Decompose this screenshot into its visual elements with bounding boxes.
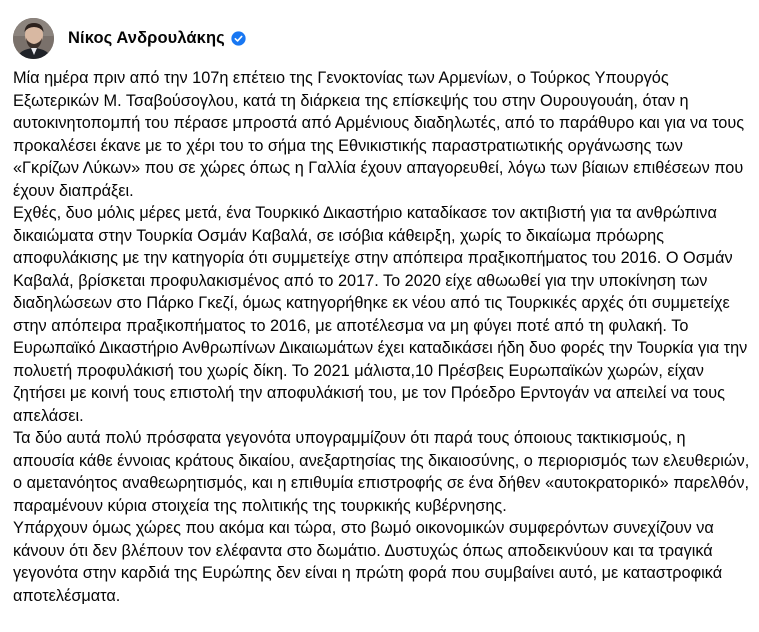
verified-badge-icon (231, 31, 246, 46)
post-paragraph: Υπάρχουν όμως χώρες που ακόμα και τώρα, στο βωμό οικονομικών συμφερόντων συνεχίζουν να κάνουν ότι δεν βλέπουν τον ελέφαντα στο δωμάτιο. Δυστυχώς όπως αποδεικνύουν και τα τραγικά γεγονότα στην καρδιά της Ευρώπης δεν είναι η πρώτη φορά που συμβαίνει αυτό, με καταστροφικά αποτελέσματα. (13, 519, 723, 605)
author-avatar[interactable] (13, 18, 54, 59)
avatar-portrait-icon (13, 18, 54, 59)
post-body (13, 67, 751, 607)
post-paragraph: Τα δύο αυτά πολύ πρόσφατα γεγονότα υπογραμμίζουν ότι παρά τους όποιους τακτικισμούς, η απουσία κάθε έννοιας κράτους δικαίου, ανεξαρτησίας της δικαιοσύνης, ο περιορισμός των ελευθεριών, ο αμετανόητος αναθεωρητισμός, και η επιθυμία επιστροφής σε ένα δήθεν «αυτοκρατορικό» παρελθόν, παραμένουν κύρια στοιχεία της πολιτικής της τουρκικής κυβέρνησης. (13, 429, 750, 515)
post-paragraph: Μία ημέρα πριν από την 107η επέτειο της Γενοκτονίας των Αρμενίων, ο Τούρκος Υπουργός Εξωτερικών Μ. Τσαβούσογλου, κατά τη διάρκεια της επίσκεψής του στην Ουρουγουάη, όταν η αυτοκινητοπομπή του πέρασε μπροστά από Αρμένιους διαδηλωτές, από το παράθυρο και για να τους προκαλέσει έκανε με το χέρι του το σήμα της Εθνικιστικής παραστρατιωτικής οργάνωσης των «Γκρίζων Λύκων» που σε χώρες όπως η Γαλλία έχουν απαγορευθεί, λόγω των βίαιων επιθέσεων που έχουν διαπράξει. (13, 69, 745, 200)
post-header (13, 17, 246, 59)
author-name[interactable]: Νίκος Ανδρουλάκης (68, 28, 225, 47)
post-paragraph: Εχθές, δυο μόλις μέρες μετά, ένα Τουρκικό Δικαστήριο καταδίκασε τον ακτιβιστή για τα ανθρώπινα δικαιώματα στην Τουρκία Οσμάν Καβαλά, σε ισόβια κάθειρξη, χωρίς το δικαίωμα πρόωρης αποφυλάκισης με την κατηγορία ότι συμμετείχε στην απόπειρα πραξικοπήματος του 2016. Ο Οσμάν Καβαλά, βρίσκεται προφυλακισμένος από το 2017. Το 2020 είχε αθωωθεί για την υποκίνηση των διαδηλώσεων στο Πάρκο Γκεζί, όμως κατηγορήθηκε εκ νέου από τις Τουρκικές αρχές ότι συμμετείχε στην απόπειρα πραξικοπήματος το 2016, με αποτέλεσμα να μη φύγει ποτέ από τη φυλακή. Το Ευρωπαϊκό Δικαστήριο Ανθρωπίνων Δικαιωμάτων έχει καταδικάσει ήδη δυο φορές την Τουρκία για την πολυετή προφυλάκισή του χωρίς δίκη. Το 2021 μάλιστα,10 Πρέσβεις Ευρωπαϊκών χωρών, είχαν ζητήσει με κοινή τους επιστολή την αποφυλάκισή του, με τον Πρόεδρο Ερντογάν να απειλεί να τους απελάσει. (13, 204, 748, 425)
